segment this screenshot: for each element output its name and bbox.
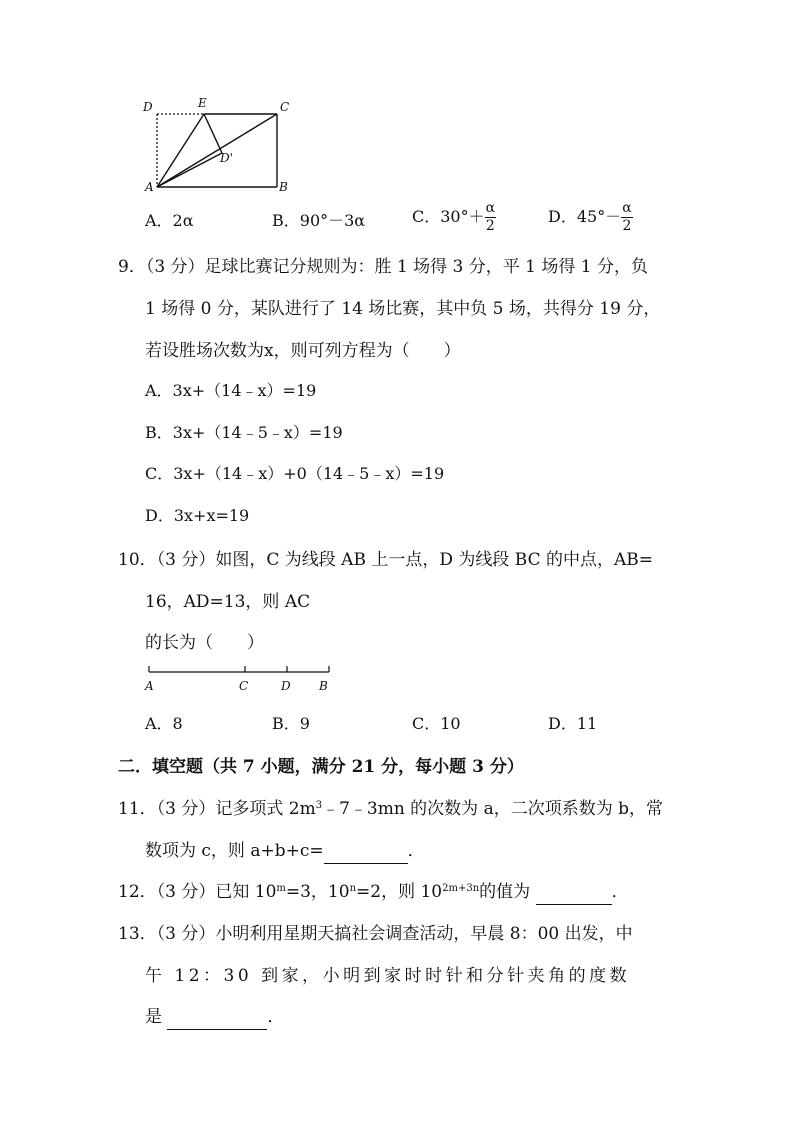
q12-end: ． — [611, 882, 629, 902]
segment-AC — [157, 114, 277, 187]
q12-text-c: =2，则 10 — [356, 882, 443, 902]
fraction-denominator: 2 — [622, 218, 632, 234]
q11-exponent: 3 — [315, 800, 323, 811]
label-B: B — [279, 180, 288, 194]
q11-line-2 — [145, 836, 425, 864]
segment-ED' — [204, 114, 222, 153]
q10-segment-figure — [140, 658, 340, 698]
q13-line-3 — [145, 1002, 284, 1030]
section-heading: 二．填空题（共 7 小题，满分 21 分，每小题 3 分） — [118, 757, 524, 777]
q9-option-a: A．3x+（14﹣x）=19 — [145, 381, 317, 400]
q12-text-b: =3，10 — [285, 882, 350, 902]
q11-answer-blank[interactable] — [324, 843, 408, 864]
point-label-D: D — [281, 679, 291, 693]
q10-option-c: C．10 — [412, 714, 461, 733]
q11-line-2-end: ． — [407, 841, 425, 861]
q8-option-d-fraction — [621, 200, 632, 235]
q12-sup-m: m — [276, 883, 286, 894]
q8-option-d — [548, 200, 633, 235]
point-label-C: C — [239, 679, 249, 693]
q8-option-c — [412, 200, 496, 235]
label-A: A — [145, 180, 154, 194]
q13-line-2: 午 12：30 到家，小明到家时时针和分针夹角的度数 — [145, 966, 631, 986]
q13-line-1: 13．（3 分）小明利用星期天搞社会调查活动，早晨 8：00 出发，中 — [118, 924, 633, 944]
segment-AE — [157, 114, 204, 187]
label-E: E — [198, 96, 207, 110]
q8-option-c-prefix: C．30°＋ — [412, 207, 485, 226]
q12-text-d: 的值为 — [479, 882, 531, 902]
q8-figure — [140, 95, 300, 195]
q10-line-3: 的长为（ ） — [145, 633, 264, 653]
q10-option-b: B．9 — [272, 714, 310, 733]
q12-sup-n: n — [349, 883, 357, 894]
fraction-numerator: α — [622, 200, 632, 216]
q11-line-2-text: 数项为 c，则 a+b+c= — [145, 841, 324, 861]
q13-answer-blank[interactable] — [167, 1009, 267, 1030]
q12-text-a: 12．（3 分）已知 10 — [118, 882, 277, 902]
q12-sup-2m3n: 2m+3n — [442, 883, 480, 894]
q12-line — [118, 877, 629, 905]
q13-line-3-text: 是 — [145, 1007, 162, 1027]
point-label-A: A — [145, 679, 154, 693]
label-D: D — [143, 100, 153, 114]
q9-option-c: C．3x+（14﹣x）+0（14﹣5﹣x）=19 — [145, 464, 445, 483]
point-label-B: B — [319, 679, 328, 693]
q8-option-c-fraction — [485, 200, 496, 235]
q8-option-b: B．90°－3α — [272, 211, 366, 230]
q10-option-d: D．11 — [548, 714, 598, 733]
q13-line-3-end: ． — [267, 1007, 285, 1027]
q11-line-1 — [118, 794, 663, 819]
q9-option-d: D．3x+x=19 — [145, 506, 250, 525]
segment-AD' — [157, 153, 222, 187]
q10-line-2: 16，AD=13，则 AC — [145, 592, 311, 612]
q9-line-3: 若设胜场次数为x，则可列方程为（ ） — [145, 341, 461, 361]
q10-option-a: A．8 — [145, 714, 183, 733]
fraction-denominator: 2 — [485, 218, 495, 234]
q8-option-a: A．2α — [145, 211, 194, 230]
label-C: C — [280, 100, 290, 114]
q10-line-1: 10．（3 分）如图，C 为线段 AB 上一点，D 为线段 BC 的中点，AB= — [118, 550, 654, 570]
fraction-numerator: α — [485, 200, 496, 216]
q9-line-2: 1 场得 0 分，某队进行了 14 场比赛，其中负 5 场，共得分 19 分， — [145, 299, 661, 319]
q11-text-a: 11．（3 分）记多项式 2m — [118, 799, 316, 819]
q8-option-d-prefix: D．45°－ — [548, 207, 622, 226]
q12-answer-blank[interactable] — [536, 884, 612, 905]
q11-text-b: ﹣7﹣3mn 的次数为 a，二次项系数为 b，常 — [322, 799, 664, 819]
label-Dprime: D' — [220, 151, 233, 165]
q9-line-1: 9．（3 分）足球比赛记分规则为：胜 1 场得 3 分，平 1 场得 1 分，负 — [118, 257, 649, 277]
q9-option-b: B．3x+（14﹣5﹣x）=19 — [145, 423, 343, 442]
